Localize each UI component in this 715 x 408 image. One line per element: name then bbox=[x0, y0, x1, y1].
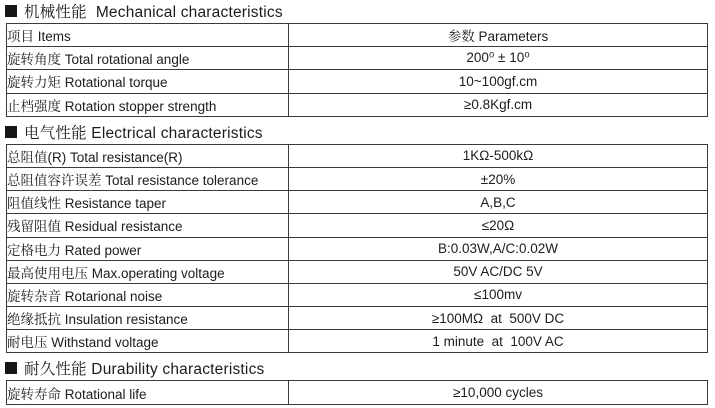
value-cell: ≥0.8Kgf.cm bbox=[289, 93, 708, 116]
value-cell: ≤100mv bbox=[289, 283, 708, 306]
electrical-table bbox=[6, 144, 708, 354]
item-cell: 旋转力矩 Rotational torque bbox=[7, 70, 289, 93]
value-cell: 10~100gf.cm bbox=[289, 70, 708, 93]
durability-table bbox=[6, 380, 708, 404]
section-electrical bbox=[0, 123, 715, 354]
item-cell: 阻值线性 Resistance taper bbox=[7, 191, 289, 214]
item-cell: 总阻值容许误差 Total resistance tolerance bbox=[7, 167, 289, 190]
value-cell: B:0.03W,A/C:0.02W bbox=[289, 237, 708, 260]
items-header-cell: 项目 Items bbox=[7, 24, 289, 47]
value-cell: 50V AC/DC 5V bbox=[289, 260, 708, 283]
section-title-durability bbox=[5, 359, 715, 377]
value-cell: ≥100MΩ at 500V DC bbox=[289, 307, 708, 330]
item-cell: 残留阻值 Residual resistance bbox=[7, 214, 289, 237]
item-cell: 旋转角度 Total rotational angle bbox=[7, 47, 289, 70]
value-cell: A,B,C bbox=[289, 191, 708, 214]
section-marker-icon bbox=[5, 5, 17, 17]
item-cell: 旋转寿命 Rotational life bbox=[7, 381, 289, 404]
table-row bbox=[7, 330, 708, 353]
table-row bbox=[7, 381, 708, 404]
table-row bbox=[7, 237, 708, 260]
item-cell: 绝缘抵抗 Insulation resistance bbox=[7, 307, 289, 330]
table-row bbox=[7, 144, 708, 167]
mechanical-table bbox=[6, 23, 708, 117]
table-row bbox=[7, 214, 708, 237]
table-row bbox=[7, 93, 708, 116]
value-cell: 200⁰ ± 10⁰ bbox=[289, 47, 708, 70]
section-title-electrical bbox=[5, 123, 715, 141]
item-cell: 耐电压 Withstand voltage bbox=[7, 330, 289, 353]
item-cell: 定格电力 Rated power bbox=[7, 237, 289, 260]
section-durability bbox=[0, 359, 715, 404]
table-row bbox=[7, 307, 708, 330]
table-header-row bbox=[7, 24, 708, 47]
table-row bbox=[7, 167, 708, 190]
item-cell: 总阻值(R) Total resistance(R) bbox=[7, 144, 289, 167]
table-row bbox=[7, 283, 708, 306]
table-row bbox=[7, 260, 708, 283]
item-cell: 旋转杂音 Rotarional noise bbox=[7, 283, 289, 306]
parameters-header-cell: 参数 Parameters bbox=[289, 24, 708, 47]
section-title-text: 电气性能 Electrical characteristics bbox=[24, 124, 263, 142]
section-marker-icon bbox=[5, 362, 17, 374]
section-mechanical bbox=[0, 2, 715, 117]
value-cell: ≤20Ω bbox=[289, 214, 708, 237]
table-row bbox=[7, 47, 708, 70]
value-cell: 1KΩ-500kΩ bbox=[289, 144, 708, 167]
section-title-mechanical bbox=[5, 2, 715, 20]
value-cell: ≥10,000 cycles bbox=[289, 381, 708, 404]
item-cell: 止档强度 Rotation stopper strength bbox=[7, 93, 289, 116]
value-cell: 1 minute at 100V AC bbox=[289, 330, 708, 353]
section-marker-icon bbox=[5, 126, 17, 138]
value-cell: ±20% bbox=[289, 167, 708, 190]
section-title-text: 机械性能 Mechanical characteristics bbox=[24, 4, 283, 21]
table-row bbox=[7, 191, 708, 214]
section-title-text: 耐久性能 Durability characteristics bbox=[24, 361, 265, 379]
table-row bbox=[7, 70, 708, 93]
item-cell: 最高使用电压 Max.operating voltage bbox=[7, 260, 289, 283]
